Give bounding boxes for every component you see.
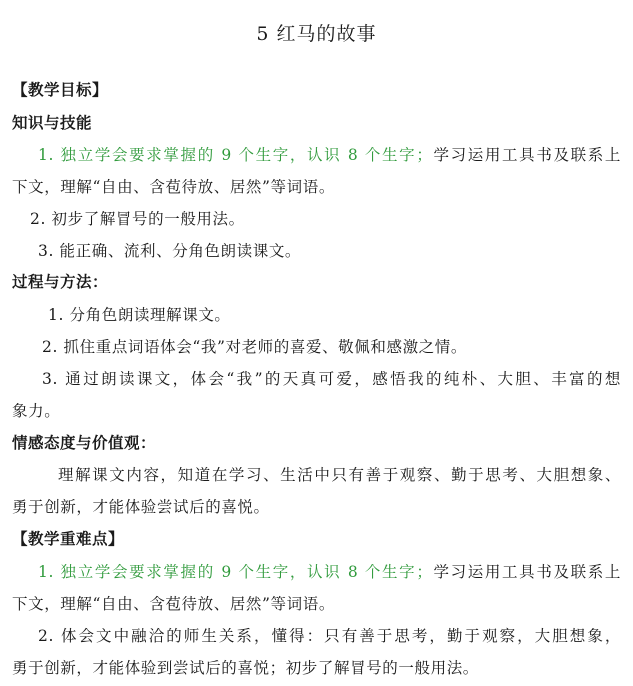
knowledge-item-1-continued: 下文，理解“自由、含苞待放、居然”等词语。 [12, 178, 335, 196]
key-point-item-2: 2. 体会文中融洽的师生关系，懂得：只有善于思考，勤于观察，大胆想象， [38, 627, 621, 645]
key-point-item-2-continued: 勇于创新，才能体验到尝试后的喜悦；初步了解冒号的一般用法。 [12, 659, 479, 677]
section-heading-key-points: 【教学重难点】 [12, 530, 125, 548]
process-item-1: 1. 分角色朗读理解课文。 [48, 306, 231, 324]
key-point-item-1 [12, 560, 621, 582]
key-point-item-1-highlight: 1. 独立学会要求掌握的 9 个生字，认识 8 个生字； [38, 563, 433, 581]
process-item-3-continued: 象力。 [12, 402, 61, 420]
emotion-item-1-continued: 勇于创新，才能体验尝试后的喜悦。 [12, 498, 270, 516]
knowledge-item-1-text: 学习运用工具书及联系上 [432, 146, 621, 164]
knowledge-item-2: 2. 初步了解冒号的一般用法。 [30, 210, 245, 228]
section-heading-goals: 【教学目标】 [12, 81, 109, 99]
emotion-values-heading: 情感态度与价值观： [12, 434, 157, 452]
knowledge-item-1 [12, 143, 621, 165]
process-item-3: 3. 通过朗读课文，体会“我”的天真可爱，感悟我的纯朴、大胆、丰富的想 [42, 370, 621, 388]
emotion-item-1: 理解课文内容，知道在学习、生活中只有善于观察、勤于思考、大胆想象、 [58, 466, 621, 484]
knowledge-skills-heading: 知识与技能 [12, 114, 93, 132]
page-title: 5 红马的故事 [256, 23, 377, 45]
knowledge-item-3: 3. 能正确、流利、分角色朗读课文。 [38, 242, 302, 260]
process-item-2: 2. 抓住重点词语体会“我”对老师的喜爱、敬佩和感激之情。 [42, 338, 467, 356]
knowledge-item-1-highlight: 1. 独立学会要求掌握的 9 个生字，认识 8 个生字； [38, 146, 433, 164]
key-point-item-1-text: 学习运用工具书及联系上 [432, 563, 621, 581]
key-point-item-1-continued: 下文，理解“自由、含苞待放、居然”等词语。 [12, 595, 335, 613]
process-methods-heading: 过程与方法： [12, 273, 109, 291]
